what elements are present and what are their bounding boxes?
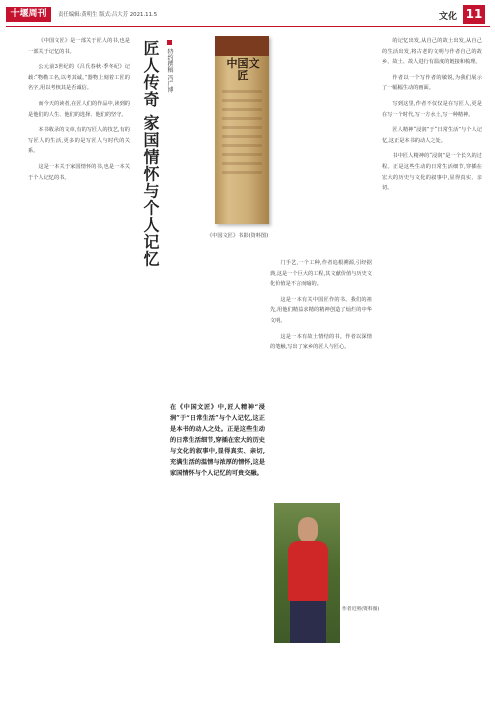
article-column-left	[28, 36, 130, 696]
editor-meta: 责任编辑:黄明生 版式:吕大芳 2021.11.5	[58, 12, 158, 18]
paragraph: 而今天的读者,在匠人们的作品中,读到的是他们的人生、他们的选择、他们的坚守。	[28, 100, 130, 118]
header-rule	[6, 26, 490, 27]
article-title: 匠人传奇 家国情怀与个人记忆	[141, 40, 160, 268]
paragraph: 匠人精神“浸润”于“日常生活”与个人记忆,这正是本书的动人之处。	[382, 127, 482, 144]
paragraph: 本书收录的文章,有的写匠人的技艺,有的写匠人的生活,更多的是写匠人与时代的关系。	[28, 127, 130, 155]
section-label: 文化	[438, 12, 457, 22]
paragraph: 的记忆出发,从自己的故土出发,从自己的生活出发,将古老的文明与作者自己的故乡、故土、故人进行有温度的链接和梳理。	[382, 38, 482, 66]
paragraph: 公元前3世纪的《吕氏春秋·季冬纪》记载:“物勒工名,以考其诚。”器物上刻着工匠的名字,用以考核其是否诚信。	[28, 64, 130, 92]
book-caption: 《中国文匠》书影(资料图)	[207, 233, 269, 239]
paragraph: 门手艺,一个工种,作者追根溯源,引经据典,这是一个巨大的工程,其文献价值与历史文化价值是不言而喻的。	[270, 260, 372, 288]
page-number: 11	[463, 5, 485, 24]
page-header	[0, 0, 495, 26]
byline	[162, 40, 174, 160]
author-label: 特约撰稿	[166, 48, 173, 73]
photo-pants	[290, 601, 326, 643]
paragraph: 这是一本有关中国匠作的书。我们的祖先,用他们精益求精的精神创造了灿烂的中华文明。	[270, 296, 372, 324]
book-cover-decoration	[222, 90, 262, 180]
paragraph: 书中匠人精神的“浸润”是一个长久的过程。正是这些生动的日常生活细节,穿插在宏大的历史与文化的叙事中,显得真实、亲切。	[382, 153, 482, 192]
photo-red-shirt	[288, 541, 328, 601]
paragraph: 这是一本有故土情结的书。作者以深情的笔触,写出了家乡的匠人与匠心。	[270, 333, 372, 351]
paragraph: 写到这里,作者不仅仅是在写匠人,更是在写一个时代,写一方水土,写一种精神。	[382, 100, 482, 118]
author-photo	[274, 503, 340, 643]
paragraph: 《中国文匠》是一部关于匠人的书,也是一部关于记忆的书。	[28, 38, 130, 55]
book-cover-stripe	[215, 36, 269, 56]
paragraph: 作者以一个写作者的敏锐,为我们展示了一幅幅生动的画面。	[382, 74, 482, 92]
photo-head	[298, 517, 318, 543]
pull-quote: 在《中国文匠》中,匠人精神“浸润”于“日常生活”与个人记忆,这正是本书的动人之处。正是这些生动的日常生活细节,穿插在宏大的历史与文化的叙事中,显得真实、亲切,充满生活的温情与浓厚的情怀,这是家国情怀与个人记忆的可贵交融。	[170, 404, 265, 477]
byline-marker	[167, 40, 172, 45]
photo-caption: 作者近照(资料图)	[342, 607, 380, 612]
paragraph: 这是一本关于家国情怀的书,也是一本关于个人记忆的书。	[28, 163, 130, 181]
newspaper-logo: 十堰周刊	[6, 7, 51, 22]
author-name: 冯广博	[166, 74, 173, 93]
book-cover-title: 中国文匠	[226, 57, 260, 82]
article-column-right	[382, 36, 482, 696]
